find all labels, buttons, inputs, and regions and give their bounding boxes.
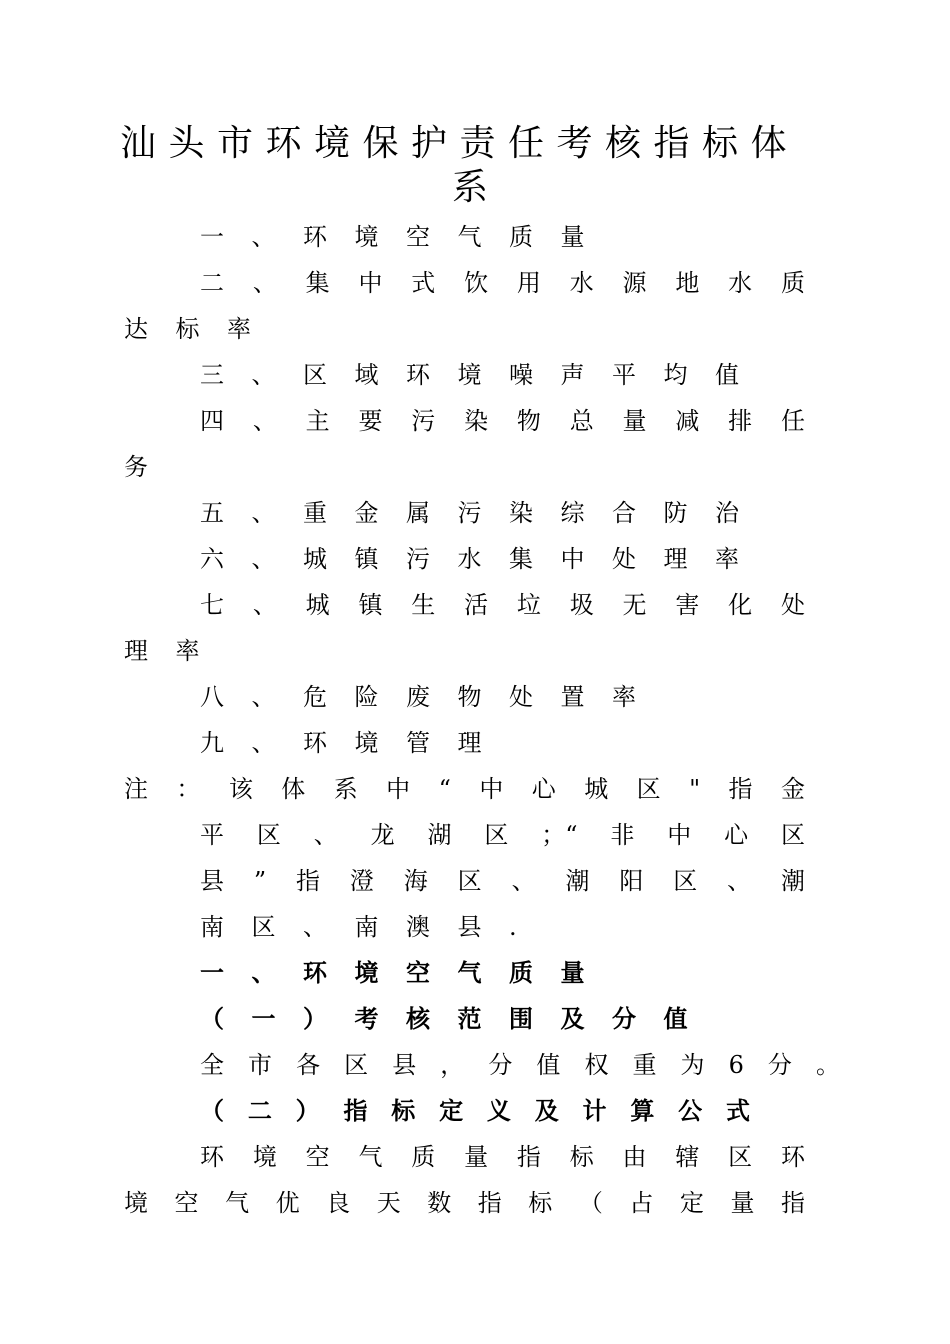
contents-item-4-line1: 四、主要污染物总量减排任: [200, 407, 805, 435]
document-title-line1: 汕头市环境保护责任考核指标体: [120, 123, 800, 164]
note-line2: 平区、龙湖区；“非中心区: [200, 821, 805, 849]
contents-item-4-line2: 务: [124, 453, 148, 481]
subsection-body-2-line1: 环境空气质量指标由辖区环: [200, 1143, 805, 1171]
subsection-body-2-line2: 境空气优良天数指标（占定量指: [124, 1189, 805, 1217]
contents-item-2-line1: 二、集中式饮用水源地水质: [200, 269, 805, 297]
contents-item-7-line1: 七、城镇生活垃圾无害化处: [200, 591, 805, 619]
section-heading: 一、环境空气质量: [200, 958, 612, 987]
note-line1: 注：该体系中“中心城区"指金: [124, 775, 805, 803]
note-line4: 南区、南澳县.: [200, 913, 545, 941]
contents-item-8: 八、危险废物处置率: [200, 683, 664, 711]
subsection-heading-2: （二）指标定义及计算公式: [200, 1096, 750, 1125]
document-title-line2: 系: [451, 167, 488, 208]
subsection-heading-1: （一）考核范围及分值: [200, 1004, 715, 1033]
subsection-body-1: 全市各区县，分值权重为6分。: [200, 1051, 840, 1079]
contents-item-9: 九、环境管理: [200, 729, 509, 757]
contents-item-6: 六、城镇污水集中处理率: [200, 545, 767, 573]
contents-item-3: 三、区域环境噪声平均值: [200, 361, 767, 389]
contents-item-2-line2: 达标率: [124, 315, 279, 343]
contents-item-1: 一、环境空气质量: [200, 223, 612, 251]
note-line3: 县”指澄海区、潮阳区、潮: [200, 867, 805, 895]
contents-item-5: 五、重金属污染综合防治: [200, 499, 767, 527]
contents-item-7-line2: 理率: [124, 637, 227, 665]
